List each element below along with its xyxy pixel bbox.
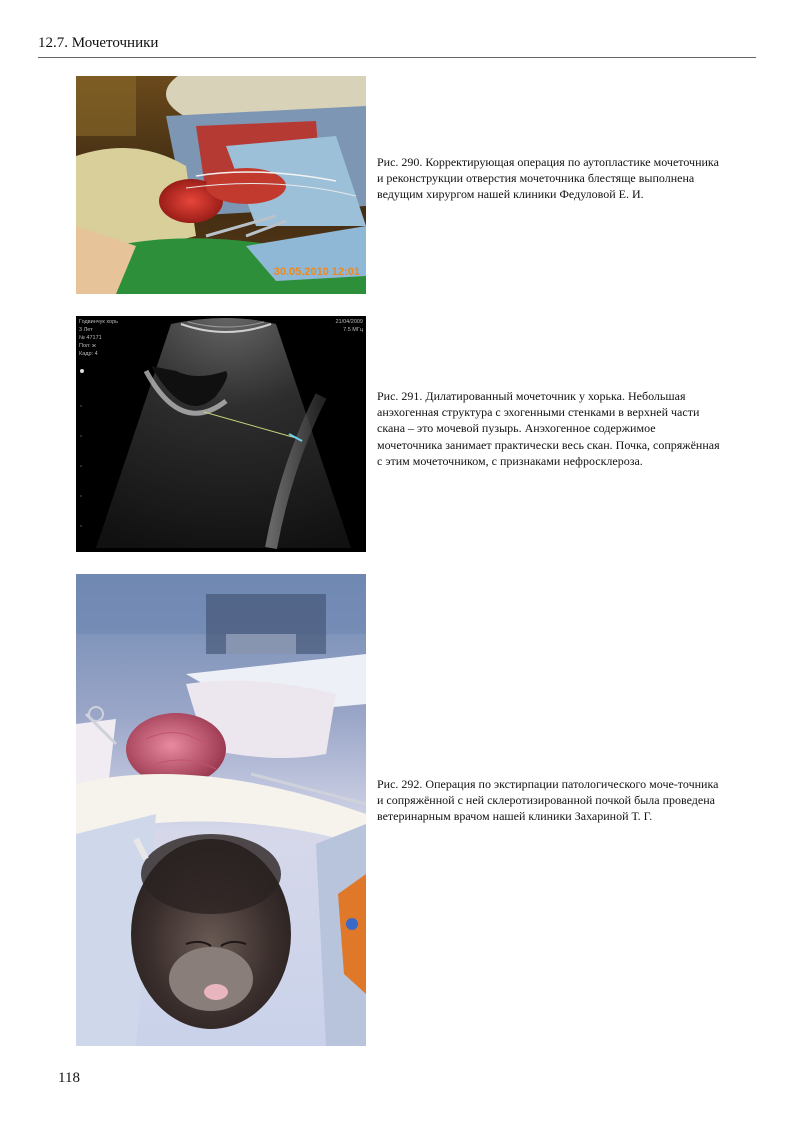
- ultrasound-sex: Пол: ж: [79, 343, 96, 349]
- ultrasound-frequency: 7.5 МГц: [343, 327, 363, 333]
- ultrasound-patient-name: Годвинчук хорь: [79, 319, 119, 325]
- page-number: 118: [58, 1070, 80, 1086]
- chapter-header: 12.7. Мочеточники: [38, 35, 159, 51]
- header-divider: [38, 57, 756, 58]
- figure-292-photo: [76, 574, 366, 1046]
- ultrasound-frame: Кадр: 4: [79, 351, 98, 357]
- ultrasound-id: № 47171: [79, 335, 102, 341]
- ultrasound-date: 21/04/2009: [335, 319, 363, 325]
- figure-290-timestamp: 30.05.2010 12:01: [273, 266, 360, 278]
- figure-291-ultrasound: [76, 316, 366, 552]
- figure-291-caption: Рис. 291. Дилатированный мочеточник у хорька. Небольшая анэхогенная структура с эхогенными стенками в верхней части скана – это мочевой пузырь. Анэхогенное содержимое мочеточника занимает практически весь скан. Почка, сопряжённая с этим мочеточником, с признаками нефросклероза.: [377, 389, 720, 468]
- figure-292-caption: Рис. 292. Операция по экстирпации патологического моче-точника и сопряжённой с ней склеротизированной почкой была проведена ветеринарным врачом нашей клиники Захариной Т. Г.: [377, 777, 719, 824]
- figure-290-caption: Рис. 290. Корректирующая операция по аутопластике мочеточника и реконструкции отверстия мочеточника блестяще выполнена ведущим хирургом нашей клиники Федуловой Е. И.: [377, 155, 719, 202]
- ultrasound-age: 3 Лет: [79, 327, 93, 333]
- figure-290-photo: [76, 76, 366, 294]
